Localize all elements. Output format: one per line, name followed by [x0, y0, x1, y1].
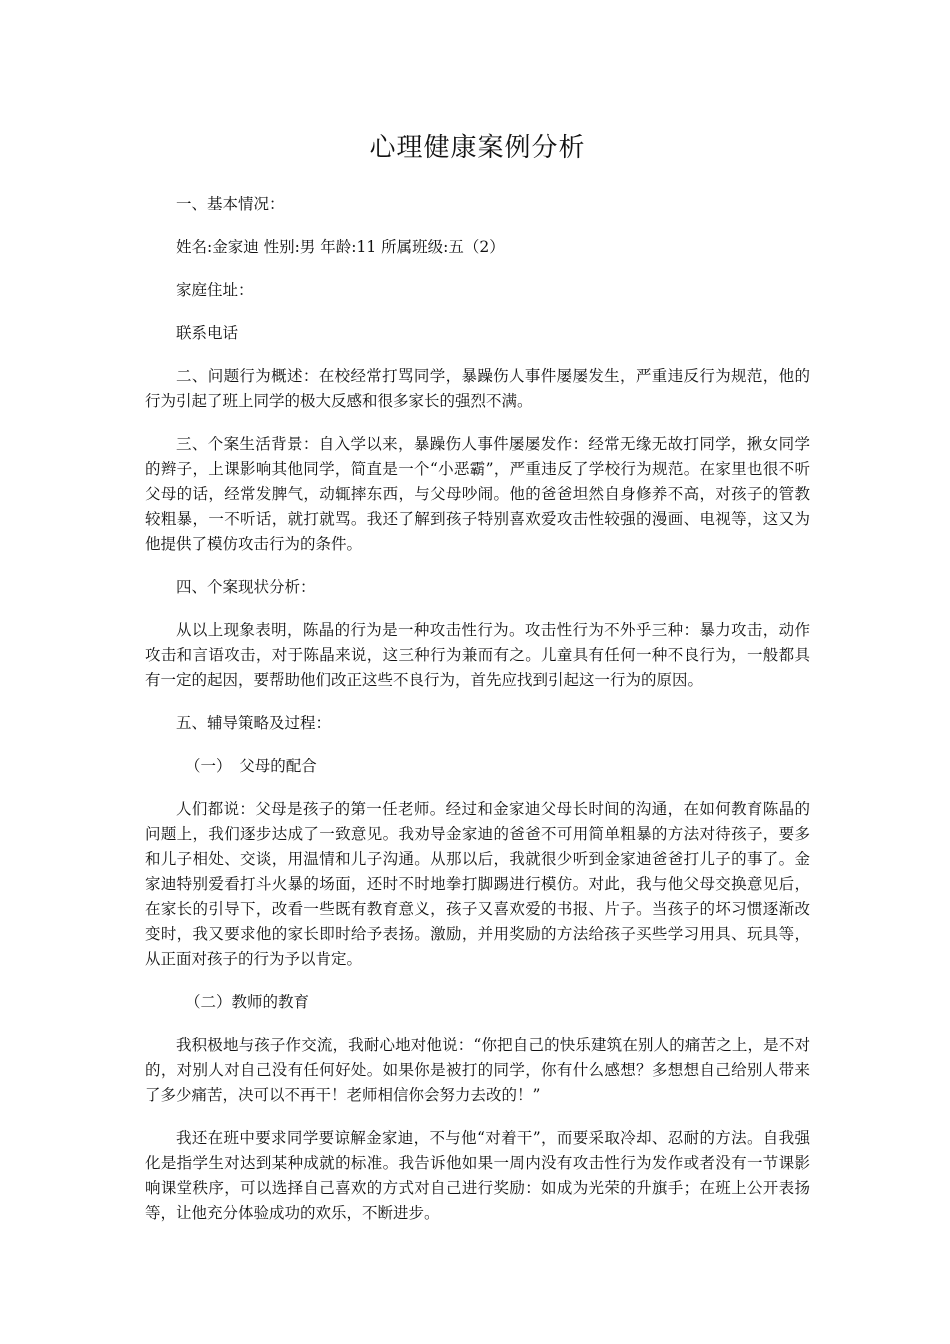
subsection2-paragraph-1: 我积极地与孩子作交流，我耐心地对他说：“你把自己的快乐建筑在别人的痛苦之上，是不对的，对别人对自己没有任何好处。如果你是被打的同学，你有什么感想？多想想自己给别人带来了多少痛苦，决可以不再干！老师相信你会努力去改的！”	[145, 1036, 810, 1104]
section2-paragraph: 二、问题行为概述：在校经常打骂同学，暴躁伤人事件屡屡发生，严重违反行为规范，他的行为引起了班上同学的极大反感和很多家长的强烈不满。	[145, 367, 810, 410]
phone-label: 联系电话	[176, 324, 239, 342]
document-page	[145, 128, 810, 1244]
address-label: 家庭住址：	[176, 281, 254, 299]
subsection2-heading: （二）教师的教育	[185, 993, 310, 1011]
section5-heading: 五、辅导策略及过程：	[176, 714, 332, 732]
student-info: 姓名:金家迪 性别:男 年龄:11 所属班级:五（2）	[176, 238, 505, 256]
section3-paragraph: 三、个案生活背景：自入学以来，暴躁伤人事件屡屡发作：经常无缘无故打同学，揪女同学的辫子，上课影响其他同学，简直是一个“小恶霸”，严重违反了学校行为规范。在家里也很不听父母的话，经常发脾气，动辄摔东西，与父母吵闹。他的爸爸坦然自身修养不高，对孩子的管教较粗暴，一不听话，就打就骂。我还了解到孩子特别喜欢爱攻击性较强的漫画、电视等，这又为他提供了模仿攻击行为的条件。	[145, 435, 810, 553]
section1-heading: 一、基本情况：	[176, 195, 285, 213]
subsection2-paragraph-2: 我还在班中要求同学要谅解金家迪，不与他“对着干”，而要采取冷却、忍耐的方法。自我强化是指学生对达到某种成就的标准。我告诉他如果一周内没有攻击性行为发作或者没有一节课影响课堂秩序，可以选择自己喜欢的方式对自己进行奖励：如成为光荣的升旗手；在班上公开表扬等，让他充分体验成功的欢乐，不断进步。	[145, 1129, 810, 1222]
document-title: 心理健康案例分析	[369, 133, 586, 163]
subsection1-paragraph: 人们都说：父母是孩子的第一任老师。经过和金家迪父母长时间的沟通，在如何教育陈晶的问题上，我们逐步达成了一致意见。我劝导金家迪的爸爸不可用简单粗暴的方法对待孩子，要多和儿子相处、交谈，用温情和儿子沟通。从那以后，我就很少听到金家迪爸爸打儿子的事了。金家迪特别爱看打斗火暴的场面，还时不时地拳打脚踢进行模仿。对此，我与他父母交换意见后，在家长的引导下，改看一些既有教育意义，孩子又喜欢爱的书报、片子。当孩子的坏习惯逐渐改变时，我又要求他的家长即时给予表扬。激励，并用奖励的方法给孩子买些学习用具、玩具等，从正面对孩子的行为予以肯定。	[145, 800, 810, 968]
section4-paragraph: 从以上现象表明，陈晶的行为是一种攻击性行为。攻击性行为不外乎三种：暴力攻击，动作攻击和言语攻击，对于陈晶来说，这三种行为兼而有之。儿童具有任何一种不良行为，一般都具有一定的起因，要帮助他们改正这些不良行为，首先应找到引起这一行为的原因。	[145, 621, 810, 689]
section4-heading: 四、个案现状分析：	[176, 578, 316, 596]
subsection1-heading: （一） 父母的配合	[185, 757, 317, 775]
